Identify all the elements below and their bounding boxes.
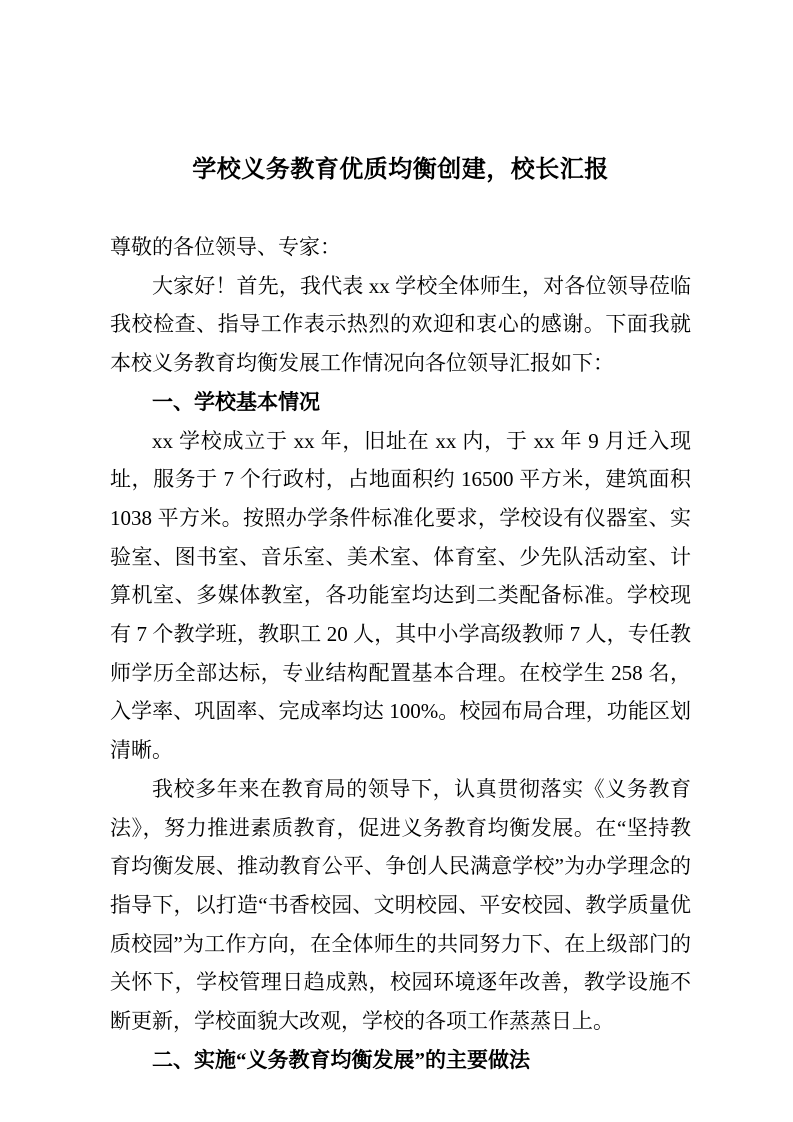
body-paragraph-development: 我校多年来在教育局的领导下，认真贯彻落实《义务教育法》，努力推进素质教育，促进义务教育均衡发展。在“坚持教育均衡发展、推动教育公平、争创人民满意学校”为办学理念的指导下，以打造“书香校园、文明校园、平安校园、教学质量优质校园”为工作方向，在全体师生的共同努力下、在上级部门的关怀下，学校管理日趋成熟，校园环境逐年改善，教学设施不断更新，学校面貌大改观，学校的各项工作蒸蒸日上。 (110, 776, 691, 1034)
salutation-line: 尊敬的各位领导、专家： (110, 235, 341, 259)
document-content (110, 150, 691, 1079)
intro-paragraph: 大家好！首先，我代表 xx 学校全体师生，对各位领导莅临我校检查、指导工作表示热烈的欢迎和衷心的感谢。下面我就本校义务教育均衡发展工作情况向各位领导汇报如下： (110, 273, 691, 376)
body-paragraph-school-overview: xx 学校成立于 xx 年，旧址在 xx 内，于 xx 年 9 月迁入现址，服务于 7 个行政村，占地面积约 16500 平方米，建筑面积 1038 平方米。按照办学条件标准化要求，学校设有仪器室、实验室、图书室、音乐室、美术室、体育室、少先队活动室、计算机室、多媒体教室，各功能室均达到二类配备标准。学校现有 7 个教学班，教职工 20 人，其中小学高级教师 7 人，专任教师学历全部达标，专业结构配置基本合理。在校学生 258 名，入学率、巩固率、完成率均达 100%。校园布局合理，功能区划清晰。 (110, 428, 691, 763)
document-title: 学校义务教育优质均衡创建，校长汇报 (192, 157, 609, 183)
section-heading-1: 一、学校基本情况 (152, 389, 320, 414)
section-heading-2: 二、实施“义务教育均衡发展”的主要做法 (152, 1047, 530, 1072)
